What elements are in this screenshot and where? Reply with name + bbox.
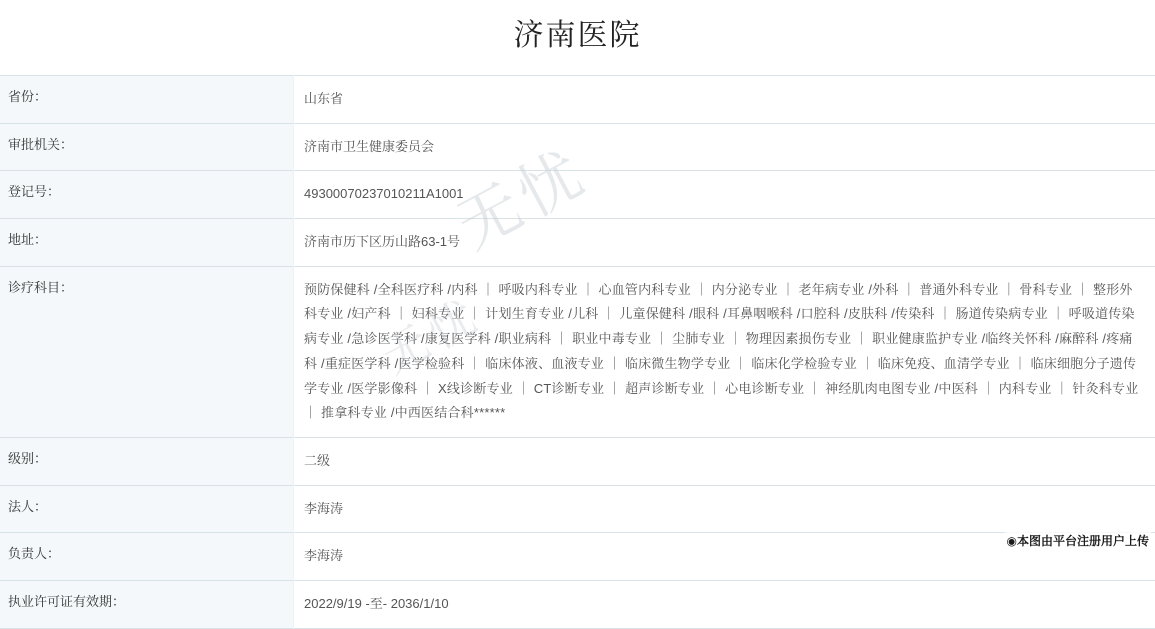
- row-value: 李海涛: [294, 533, 1155, 581]
- row-label: 执业许可证有效期：: [0, 580, 294, 628]
- row-value: 山东省: [294, 76, 1155, 124]
- upload-credit-note: ◉本图由平台注册用户上传: [1005, 531, 1151, 550]
- row-label: 审批机关：: [0, 123, 294, 171]
- row-label: 地址：: [0, 219, 294, 267]
- watermark-text: 无忧: [439, 123, 601, 265]
- row-label: 省份：: [0, 76, 294, 124]
- table-row: [0, 76, 1155, 124]
- row-value: 济南市历下区历山路63-1号: [294, 219, 1155, 267]
- row-value: 49300070237010211A1001: [294, 171, 1155, 219]
- row-value: 二级: [294, 437, 1155, 485]
- row-label: 级别：: [0, 437, 294, 485]
- watermark-text: 无忧: [369, 279, 492, 386]
- row-label: 法人：: [0, 485, 294, 533]
- row-value: 2022/9/19 -至- 2036/1/10: [294, 580, 1155, 628]
- hospital-info-table: [0, 75, 1155, 629]
- page-title: 济南医院: [0, 0, 1155, 75]
- table-row: [0, 485, 1155, 533]
- table-row: [0, 123, 1155, 171]
- row-value: 李海涛: [294, 485, 1155, 533]
- table-row: [0, 219, 1155, 267]
- table-body: [0, 76, 1155, 629]
- row-value: 预防保健科 /全科医疗科 /内科 ｜ 呼吸内科专业 ｜ 心血管内科专业 ｜ 内分泌专业 ｜ 老年病专业 /外科 ｜ 普通外科专业 ｜ 骨科专业 ｜ 整形外科专业 /妇产科 ｜ 妇科专业 ｜ 计划生育专业 /儿科 ｜ 儿童保健科 /眼科 /耳鼻咽喉科 /口腔科 /皮肤科 /传染科 ｜ 肠道传染病专业 ｜ 呼吸道传染病专业 /急诊医学科 /康复医学科 /职业病科 ｜ 职业中毒专业 ｜ 尘肺专业 ｜ 物理因素损伤专业 ｜ 职业健康监护专业 /临终关怀科 /麻醉科 /疼痛科 /重症医学科 /医学检验科 ｜ 临床体液、血液专业 ｜ 临床微生物学专业 ｜ 临床化学检验专业 ｜ 临床免疫、血清学专业 ｜ 临床细胞分子遗传学专业 /医学影像科 ｜ X线诊断专业 ｜ CT诊断专业 ｜ 超声诊断专业 ｜ 心电诊断专业 ｜ 神经肌肉电图专业 /中医科 ｜ 内科专业 ｜ 针灸科专业 ｜ 推拿科专业 /中西医结合科******: [294, 266, 1155, 437]
- row-label: 登记号：: [0, 171, 294, 219]
- row-label: 负责人：: [0, 533, 294, 581]
- row-label: 诊疗科目：: [0, 266, 294, 437]
- table-row: [0, 437, 1155, 485]
- table-row: [0, 533, 1155, 581]
- row-value: 济南市卫生健康委员会: [294, 123, 1155, 171]
- table-row: [0, 580, 1155, 628]
- table-row: [0, 171, 1155, 219]
- table-row: [0, 266, 1155, 437]
